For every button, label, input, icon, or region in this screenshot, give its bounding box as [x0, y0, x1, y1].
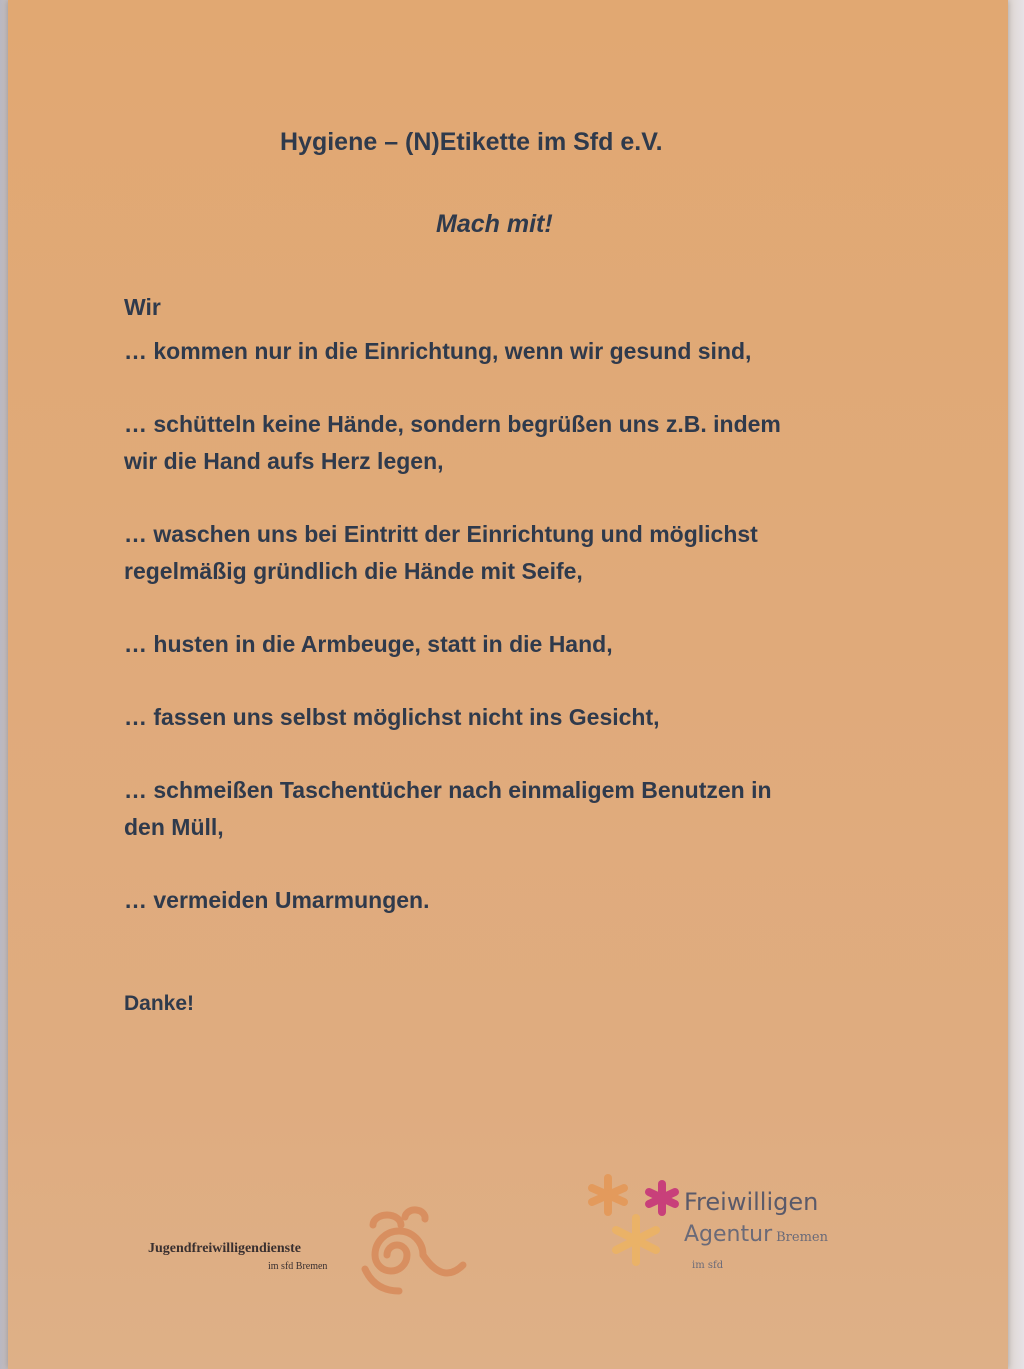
logo-left-subtitle: im sfd Bremen [268, 1261, 328, 1272]
logo-right-word: Agentur [684, 1222, 773, 1247]
rule-item [124, 516, 904, 590]
notice-sheet [8, 0, 1008, 1369]
logo-left-name: Jugendfreiwilligendienste [148, 1241, 301, 1256]
rule-item [124, 406, 904, 480]
freiwilligen-agentur-logo [586, 1170, 886, 1280]
rule-item [124, 699, 904, 736]
rule-item [124, 626, 904, 663]
rule-line-continued: regelmäßig gründlich die Hände mit Seife, [124, 558, 583, 584]
asterisks-logo-icon [586, 1170, 696, 1270]
rule-item [124, 333, 904, 370]
rule-line: … fassen uns selbst möglichst nicht ins Gesicht, [124, 704, 660, 730]
rule-line: … schmeißen Taschentücher nach einmaligem Benutzen in [124, 777, 772, 803]
rule-line: … husten in die Armbeuge, statt in die Hand, [124, 631, 613, 657]
page-subtitle: Mach mit! [436, 210, 553, 238]
rule-line-continued: den Müll, [124, 814, 224, 840]
page-title: Hygiene – (N)Etikette im Sfd e.V. [280, 128, 663, 156]
jugendfreiwilligendienste-logo [148, 1195, 478, 1295]
logo-right-line2 [684, 1222, 828, 1247]
closing-text: Danke! [124, 992, 195, 1015]
logo-right-city: Bremen [776, 1230, 828, 1245]
rule-line: … waschen uns bei Eintritt der Einrichtung und möglichst [124, 521, 758, 547]
rule-item [124, 882, 904, 919]
intro-text: Wir [124, 294, 161, 320]
logo-right-line1: Freiwilligen [684, 1188, 819, 1216]
rule-line-continued: wir die Hand aufs Herz legen, [124, 448, 444, 474]
rules-list [124, 333, 904, 955]
rule-item [124, 772, 904, 846]
rule-line: … kommen nur in die Einrichtung, wenn wir gesund sind, [124, 338, 752, 364]
rule-line: … vermeiden Umarmungen. [124, 887, 430, 913]
rule-line: … schütteln keine Hände, sondern begrüßen uns z.B. indem [124, 411, 781, 437]
logo-right-subtitle: im sfd [692, 1260, 724, 1271]
spiral-logo-icon [353, 1195, 473, 1295]
